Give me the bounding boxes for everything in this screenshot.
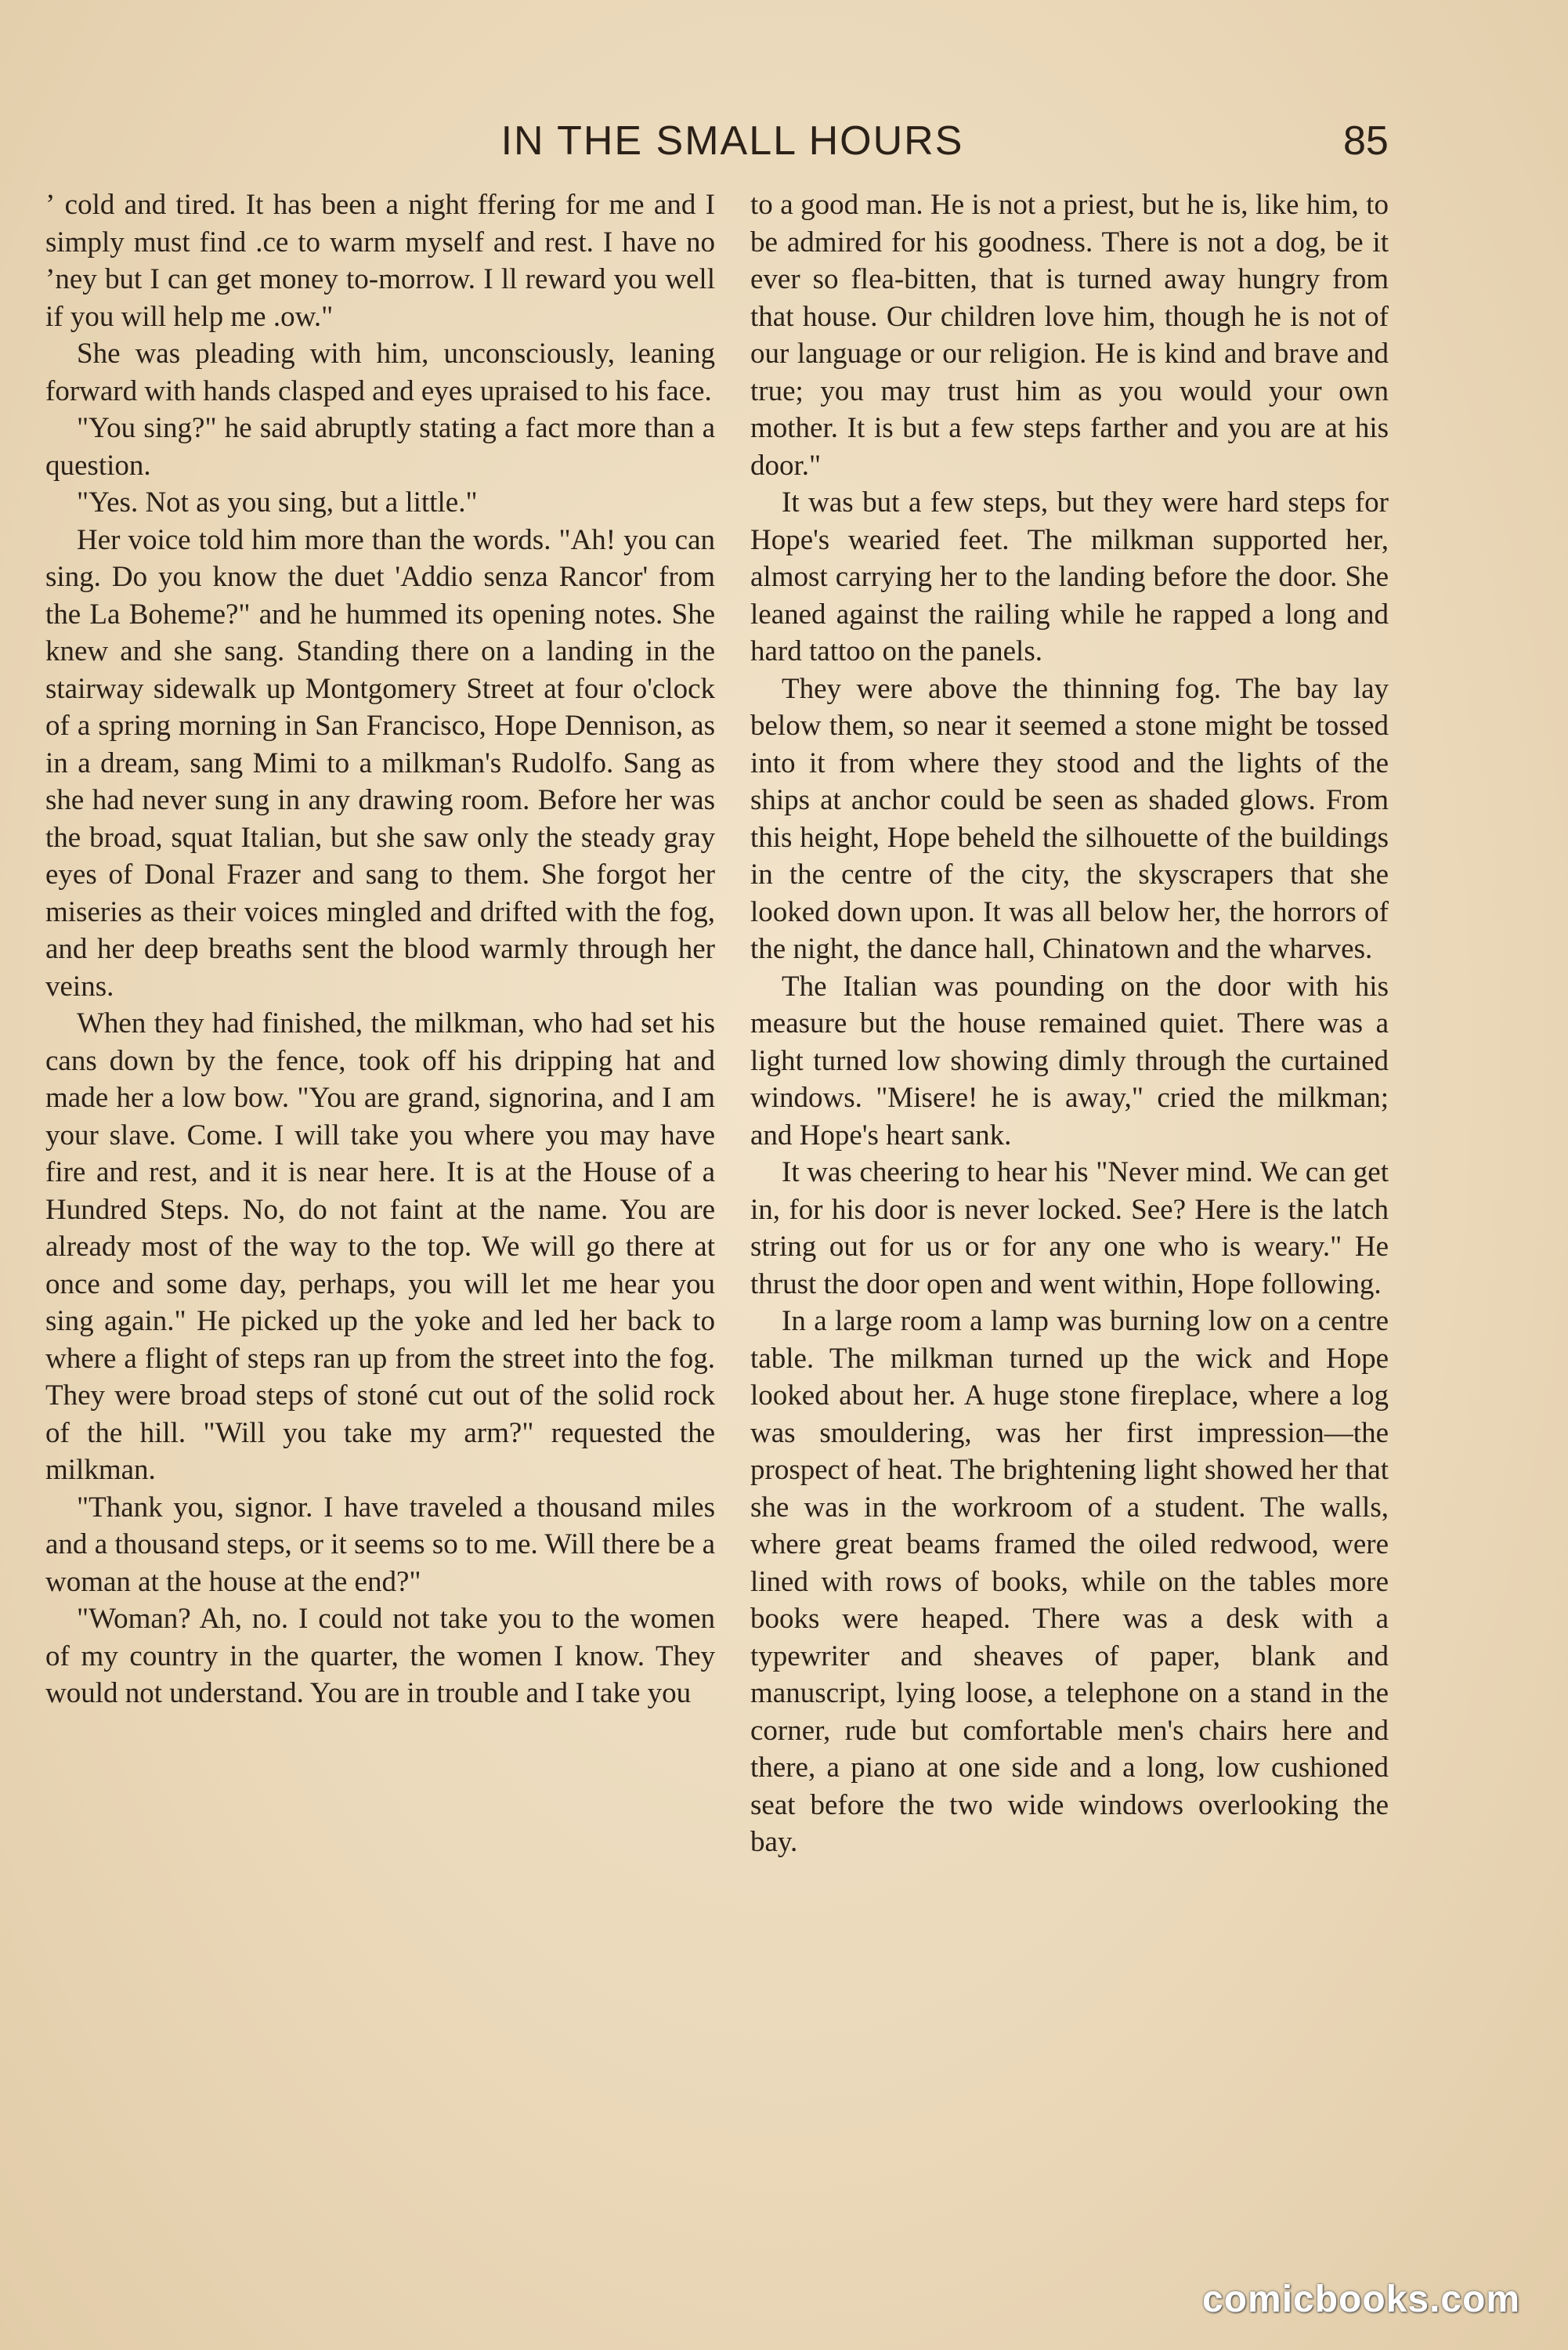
paragraph: They were above the thinning fog. The bay lay below them, so near it seemed a stone might be tossed into it from where they stood and the lights of the ships at anchor could be seen as shaded glows. From this height, Hope beheld the silhouette of the buildings in the centre of the city, the skyscrapers that she looked down upon. It was all below her, the horrors of the night, the dance hall, Chinatown and the wharves. bbox=[750, 672, 1389, 965]
running-title: IN THE SMALL HOURS bbox=[500, 118, 964, 164]
page-number: 85 bbox=[1343, 118, 1389, 164]
watermark-logo: comicbooks.com bbox=[1202, 2279, 1521, 2320]
right-column bbox=[750, 186, 1389, 1861]
paragraph: "Thank you, signor. I have traveled a thousand miles and a thousand steps, or it seems so to me. Will there be a woman at the house at the end?" bbox=[45, 1491, 715, 1598]
paragraph: It was but a few steps, but they were hard steps for Hope's wearied feet. The milkman supported her, almost carrying her to the landing before the door. She leaned against the railing while he rapped a long and hard tattoo on the panels. bbox=[750, 486, 1389, 667]
paragraph: ʼ cold and tired. It has been a night ffering for me and I simply must find .ce to warm myself and rest. I have no ʼney but I can get money to-morrow. I ll reward you well if you will help me .ow." bbox=[45, 189, 715, 333]
paragraph: Her voice told him more than the words. "Ah! you can sing. Do you know the duet 'Addio senza Rancor' from the La Boheme?" and he hummed its opening notes. She knew and she sang. Standing there on a landing in the stairway sidewalk up Montgomery Street at four o'clock of a spring morning in San Francisco, Hope Dennison, as in a dream, sang Mimi to a milkman's Rudolfo. Sang as she had never sung in any drawing room. Before her was the broad, squat Italian, but she saw only the steady gray eyes of Donal Frazer and sang to them. She forgot her miseries as their voices mingled and drifted with the fog, and her deep breaths sent the blood warmly through her veins. bbox=[45, 523, 715, 1003]
paragraph: "You sing?" he said abruptly stating a fact more than a question. bbox=[45, 412, 715, 482]
paragraph: to a good man. He is not a priest, but he is, like him, to be admired for his goodness. There is not a dog, be it ever so flea-bitten, that is turned away hungry from that house. Our children love him, though he is not of our language or our religion. He is kind and brave and true; you may trust him as you would your own mother. It is but a few steps farther and you are at his door." bbox=[750, 189, 1389, 482]
left-column bbox=[45, 186, 715, 1712]
paragraph: "Yes. Not as you sing, but a little." bbox=[77, 486, 478, 519]
paragraph: It was cheering to hear his "Never mind. We can get in, for his door is never locked. See? Here is the latch string out for us or for any one who is weary." He thrust the door open and went within, Hope following. bbox=[750, 1156, 1389, 1300]
paragraph: She was pleading with him, unconsciously, leaning forward with hands clasped and eyes upraised to his face. bbox=[45, 338, 715, 407]
paragraph: The Italian was pounding on the door with his measure but the house remained quiet. There was a light turned low showing dimly through the curtained windows. "Misere! he is away," cried the milkman; and Hope's heart sank. bbox=[750, 970, 1389, 1152]
paragraph: In a large room a lamp was burning low on a centre table. The milkman turned up the wick and Hope looked about her. A huge stone fireplace, where a log was smouldering, was her first impression—the prospect of heat. The brightening light showed her that she was in the workroom of a student. The walls, where great beams framed the oiled redwood, were lined with rows of books, while on the tables more books were heaped. There was a desk with a typewriter and sheaves of paper, blank and manuscript, lying loose, a telephone on a stand in the corner, rude but comfortable men's chairs here and there, a piano at one side and a long, low cushioned seat before the two wide windows overlooking the bay. bbox=[750, 1305, 1389, 1858]
paragraph: When they had finished, the milkman, who had set his cans down by the fence, took off his dripping hat and made her a low bow. "You are grand, signorina, and I am your slave. Come. I will take you where you may have fire and rest, and it is near here. It is at the House of a Hundred Steps. No, do not faint at the name. You are already most of the way to the top. We will go there at once and some day, perhaps, you will let me hear you sing again." He picked up the yoke and led her back to where a flight of steps ran up from the street into the fog. They were broad steps of stoné cut out of the solid rock of the hill. "Will you take my arm?" requested the milkman. bbox=[45, 1007, 715, 1486]
paragraph: "Woman? Ah, no. I could not take you to the women of my country in the quarter, the women I know. They would not understand. You are in trouble and I take you bbox=[45, 1603, 715, 1709]
